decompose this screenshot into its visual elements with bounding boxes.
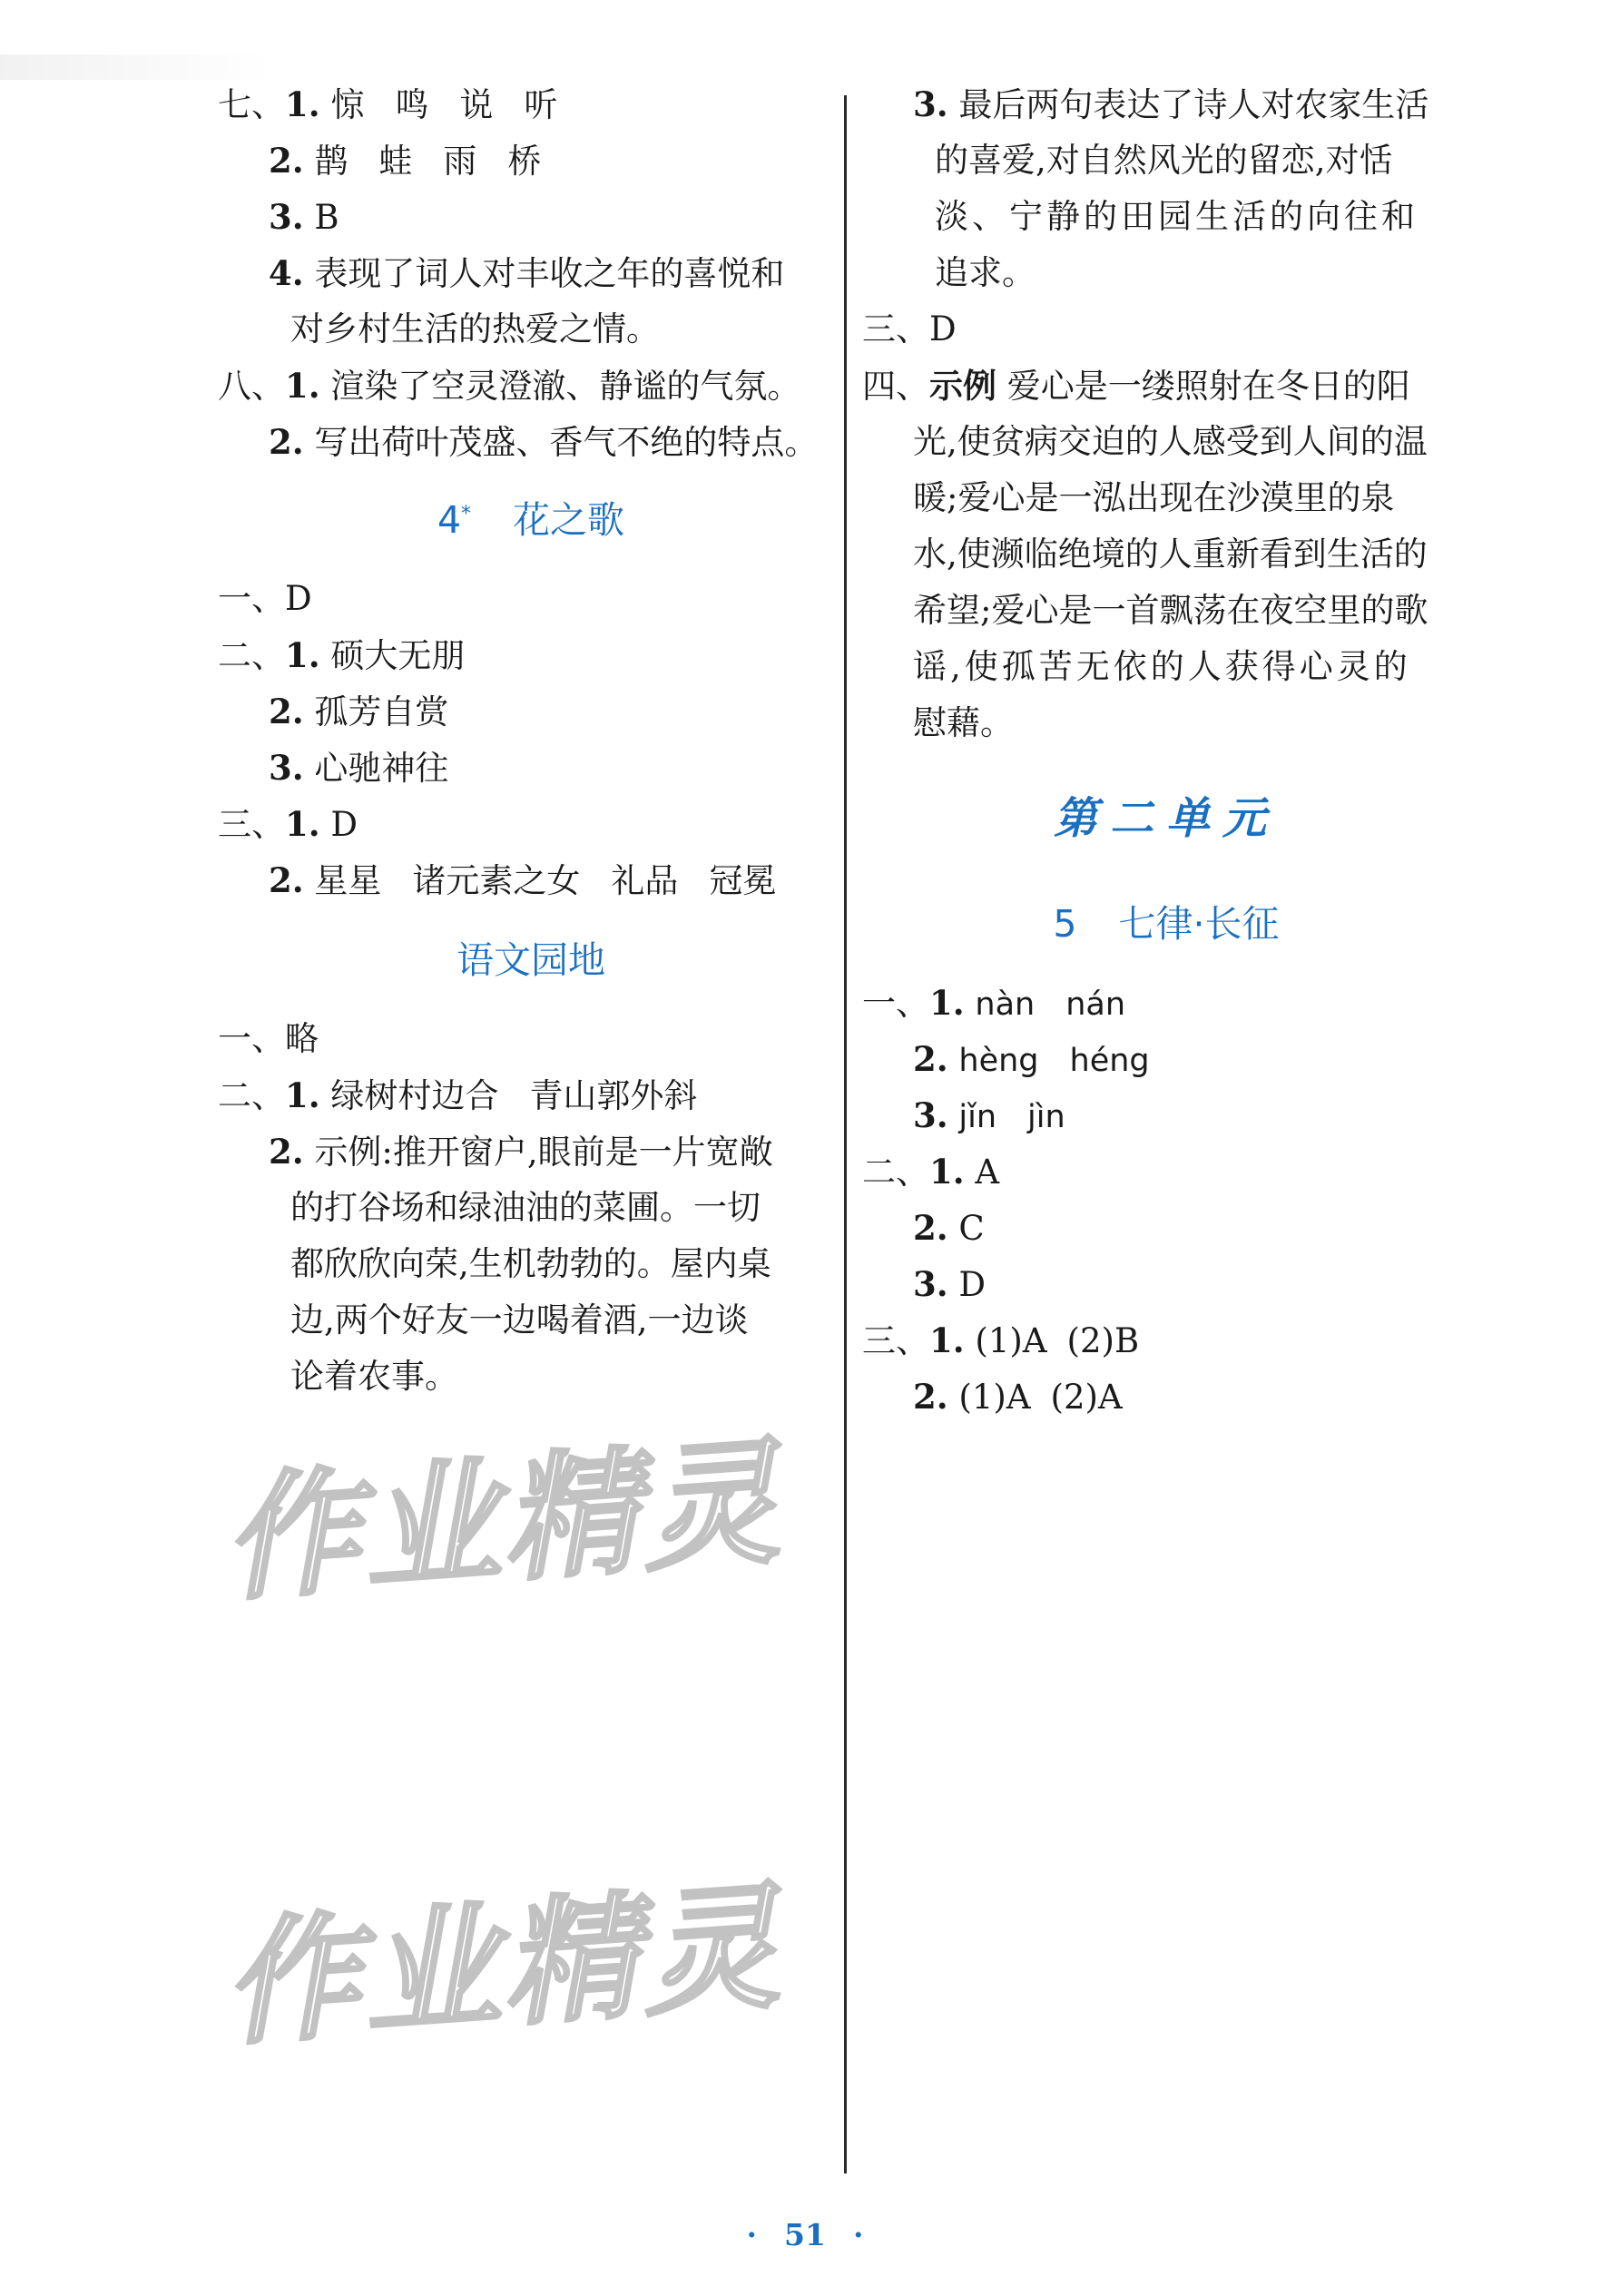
answer-g-2-2-cont — [218, 1241, 771, 1287]
answer-word: 桥 — [507, 142, 542, 181]
answer-r-3-cont — [862, 194, 1419, 240]
section-label: 一、 — [218, 579, 285, 618]
answer-r-s4-cont — [862, 476, 1394, 521]
answer-text: 暖;爱心是一泓出现在沙漠里的泉 — [913, 478, 1395, 517]
answer-word: 说 — [459, 85, 494, 124]
answer-g-2-1 — [218, 1073, 697, 1119]
question-number: 1. — [285, 1075, 320, 1115]
column-divider — [844, 95, 847, 2173]
answer-text: D — [330, 805, 358, 844]
section-label: 四、 — [862, 367, 929, 406]
answer-r-s4-cont — [862, 419, 1428, 465]
pinyin: jǐn — [958, 1099, 997, 1135]
question-number: 2. — [269, 860, 304, 900]
lesson-number: 4 — [437, 498, 462, 542]
answer-text: A — [975, 1153, 1000, 1192]
answer-l4-1 — [218, 576, 312, 622]
watermark: 作业精灵 — [218, 1423, 788, 1621]
question-number: 1. — [285, 635, 320, 675]
lesson-4-heading — [218, 495, 844, 545]
answer-r-3 — [862, 82, 1428, 128]
answer-word: 星星 — [314, 861, 382, 900]
answer-text: 渲染了空灵澄澈、静谧的气氛。 — [330, 367, 801, 406]
answer-r-3-cont — [862, 250, 1036, 296]
question-number: 2. — [269, 422, 304, 462]
unit-title — [862, 790, 1470, 848]
answer-word: 礼品 — [611, 861, 679, 900]
answer-text: 的喜爱,对自然风光的留恋,对恬 — [935, 141, 1393, 180]
lesson-number: 5 — [1053, 902, 1077, 946]
answer-l5-2-1 — [862, 1149, 999, 1195]
question-number: 3. — [913, 1095, 948, 1135]
answer-8-2 — [218, 419, 818, 466]
answer-word: 惊 — [330, 85, 365, 124]
answer-word: 鸣 — [395, 85, 429, 124]
answer-l5-2-2 — [862, 1205, 985, 1251]
section-label: 三、 — [862, 309, 929, 348]
section-label: 七、 — [218, 85, 285, 124]
answer-text: 心驰神往 — [314, 749, 449, 788]
answer-word: (2)A — [1050, 1378, 1123, 1417]
answer-r-3-cont — [862, 138, 1393, 183]
page-number: 51 — [784, 2217, 826, 2252]
answer-l4-3-1 — [218, 801, 358, 848]
answer-word: 雨 — [443, 142, 477, 181]
answer-g-2-2-cont — [218, 1185, 761, 1231]
section-label: 二、 — [862, 1153, 929, 1192]
pinyin: jìn — [1027, 1099, 1065, 1135]
answer-text: 都欣欣向荣,生机勃勃的。屋内桌 — [290, 1244, 771, 1283]
page-footer — [0, 2217, 1610, 2253]
answer-7-1 — [218, 82, 557, 128]
pinyin: nàn — [975, 986, 1036, 1023]
answer-8-1 — [218, 363, 800, 409]
answer-text: 论着农事。 — [290, 1357, 458, 1396]
answer-text: 慰藉。 — [913, 703, 1014, 742]
answer-g-1 — [218, 1016, 319, 1062]
section-label: 一、 — [218, 1019, 285, 1058]
pinyin: héng — [1069, 1043, 1150, 1079]
optional-mark: * — [461, 503, 472, 525]
example-label: 示例 — [929, 366, 996, 406]
answer-text: B — [314, 198, 339, 237]
answer-text: 光,使贫病交迫的人感受到人间的温 — [913, 422, 1428, 461]
question-number: 1. — [929, 983, 965, 1023]
garden-title: 语文园地 — [456, 938, 605, 982]
answer-7-4 — [218, 250, 784, 297]
answer-text: 淡、宁静的田园生活的向往和 — [935, 197, 1419, 236]
answer-l5-3-1 — [862, 1318, 1139, 1364]
question-number: 2. — [269, 141, 304, 181]
section-label: 三、 — [218, 805, 285, 844]
answer-g-2-2-cont — [218, 1354, 458, 1399]
answer-l5-1-3 — [862, 1093, 1065, 1140]
scan-artifact — [0, 54, 272, 80]
pinyin: hèng — [958, 1043, 1039, 1079]
answer-text: 写出荷叶茂盛、香气不绝的特点。 — [314, 423, 819, 462]
answer-l5-1-2 — [862, 1036, 1150, 1084]
answer-text: C — [958, 1209, 985, 1248]
answer-text: 硕大无朋 — [330, 636, 466, 675]
question-number: 1. — [285, 84, 320, 124]
answer-word: 青山郭外斜 — [529, 1076, 698, 1115]
answer-r-s4-cont — [862, 701, 1014, 746]
answer-word: 绿树村边合 — [330, 1076, 499, 1115]
answer-l4-3-2 — [218, 858, 776, 904]
answer-word: 听 — [524, 85, 558, 124]
section-label: 三、 — [862, 1321, 929, 1360]
answer-word: (2)B — [1066, 1321, 1140, 1360]
section-label: 二、 — [218, 636, 285, 675]
pinyin: nán — [1065, 986, 1126, 1023]
question-number: 3. — [269, 197, 304, 237]
question-number: 2. — [269, 1132, 304, 1172]
question-number: 2. — [269, 692, 304, 731]
answer-7-2 — [218, 138, 541, 184]
question-number: 2. — [913, 1377, 948, 1417]
answer-l5-1-1 — [862, 980, 1125, 1027]
question-number: 2. — [913, 1208, 948, 1248]
answer-l5-3-2 — [862, 1374, 1123, 1420]
question-number: 1. — [929, 1152, 965, 1192]
question-number: 3. — [913, 1264, 948, 1304]
unit-title-text: 第二单元 — [1053, 793, 1279, 844]
answer-l4-2-1 — [218, 633, 465, 679]
answer-text: 追求。 — [935, 253, 1036, 292]
answer-text: 边,两个好友一边喝着酒,一边谈 — [290, 1300, 749, 1339]
answer-word: (1)A — [958, 1378, 1031, 1417]
footer-dot: · — [852, 2217, 864, 2252]
section-label: 八、 — [218, 367, 285, 406]
lesson-title: 花之歌 — [513, 498, 625, 542]
answer-l5-2-3 — [862, 1261, 986, 1308]
question-number: 2. — [913, 1039, 948, 1079]
answer-g-2-2 — [218, 1129, 773, 1175]
lesson-title: 七律·长征 — [1118, 902, 1280, 946]
answer-text: 对乡村生活的热爱之情。 — [290, 309, 660, 348]
answer-text: 爱心是一缕照射在冬日的阳 — [1006, 367, 1410, 406]
answer-r-s4-cont — [862, 588, 1428, 633]
answer-r-s4-cont — [862, 532, 1428, 577]
answer-word: 鹊 — [314, 142, 349, 181]
answer-text: 谣,使孤苦无依的人获得心灵的 — [913, 647, 1411, 686]
answer-text: 的打谷场和绿油油的菜圃。一切 — [290, 1188, 761, 1227]
answer-text: D — [929, 309, 957, 348]
lesson-5-heading — [862, 898, 1470, 949]
answer-r-s4-cont — [862, 644, 1411, 690]
garden-heading — [218, 935, 844, 986]
answer-text: D — [958, 1265, 987, 1304]
answer-r-s3 — [862, 307, 957, 352]
section-label: 二、 — [218, 1076, 285, 1115]
question-number: 3. — [913, 84, 948, 124]
answer-text: D — [285, 579, 312, 618]
answer-word: 冠冕 — [709, 861, 777, 900]
answer-text: 示例:推开窗户,眼前是一片宽敞 — [314, 1133, 773, 1172]
answer-l4-2-3 — [218, 745, 448, 791]
answer-g-2-2-cont — [218, 1298, 749, 1343]
footer-dot: · — [746, 2217, 758, 2252]
answer-text: 表现了词人对丰收之年的喜悦和 — [314, 254, 785, 293]
answer-text: 希望;爱心是一首飘荡在夜空里的歌 — [913, 591, 1428, 630]
question-number: 1. — [929, 1320, 965, 1360]
answer-7-3 — [218, 194, 339, 240]
answer-word: (1)A — [975, 1321, 1047, 1360]
answer-text: 孤芳自赏 — [314, 692, 449, 731]
answer-r-s4 — [862, 363, 1410, 409]
section-label: 一、 — [862, 984, 929, 1023]
question-number: 3. — [269, 748, 304, 788]
question-number: 1. — [285, 804, 320, 844]
answer-7-4-cont — [218, 307, 660, 352]
answer-text: 最后两句表达了诗人对农家生活 — [958, 85, 1429, 124]
answer-text: 略 — [285, 1019, 319, 1058]
question-number: 4. — [269, 253, 304, 293]
watermark: 作业精灵 — [218, 1868, 788, 2065]
question-number: 1. — [285, 366, 320, 406]
answer-l4-2-2 — [218, 689, 448, 735]
answer-word: 诸元素之女 — [412, 861, 581, 900]
answer-word: 蛙 — [378, 142, 413, 181]
answer-text: 水,使濒临绝境的人重新看到生活的 — [913, 535, 1428, 574]
